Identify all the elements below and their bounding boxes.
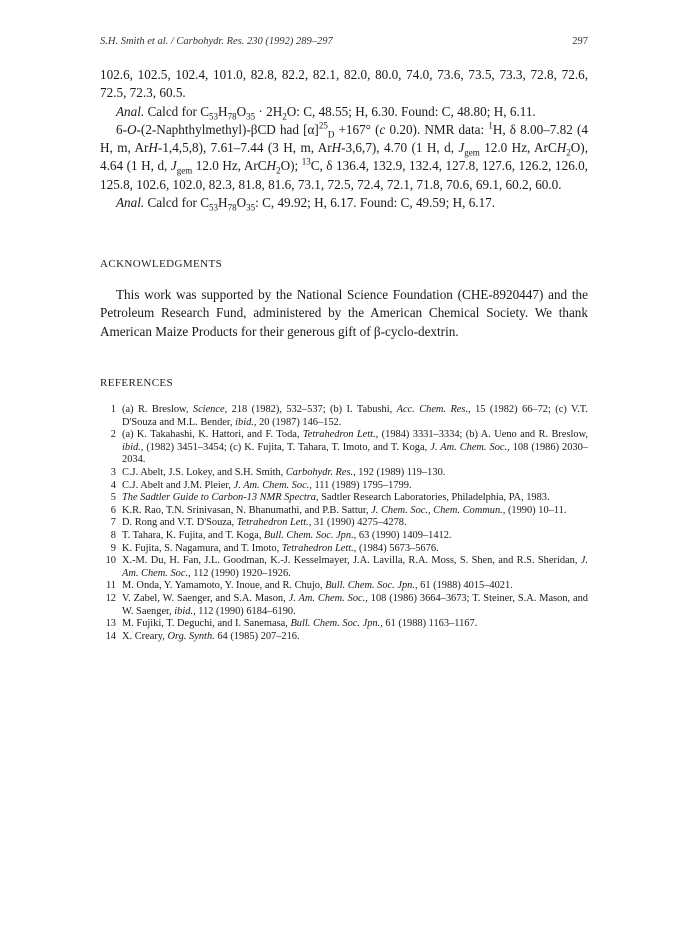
reference-item: 6 K.R. Rao, T.N. Srinivasan, N. Bhanumathi, and P.B. Sattur, J. Chem. Soc., Chem. Commun., (1990) 10–11. bbox=[100, 505, 588, 518]
reference-number: 4 bbox=[110, 479, 116, 491]
reference-number: 12 bbox=[105, 592, 116, 604]
analysis-line-2: Anal. Calcd for $C_{53}H_{78}O_{35}$: C, 49.92; H, 6.17. Found: C, 49.59; H, 6.17. bbox=[116, 195, 496, 213]
reference-number: 5 bbox=[110, 492, 116, 504]
page-number: 297 bbox=[572, 36, 588, 47]
reference-number: 2 bbox=[110, 429, 116, 441]
reference-item: 8 T. Tahara, K. Fujita, and T. Koga, Bull. Chem. Soc. Jpn., 63 (1990) 1409–1412. bbox=[100, 530, 588, 543]
reference-number: 10 bbox=[105, 555, 116, 567]
reference-number: 9 bbox=[110, 542, 116, 554]
reference-item: 11 M. Onda, Y. Yamamoto, Y. Inoue, and R. Chujo, Bull. Chem. Soc. Jpn., 61 (1988) 4015–4021. bbox=[100, 580, 588, 593]
compound-description: 6-O-(2-Naphthylmethyl)-βCD had $[\alpha]^{25}_D +167^\circ$ (c 0.20). NMR data: $^1$H, δ 8.00–7.82 (4 H, m, ArH-1,4,5,8), 7.61–7.44 (3 H, m, ArH-3,6,7), 4.70 (1 H, d, $J_{gem}$ 12.0 Hz, ArCH$_2$O), 4.64 (1 H, d, $J_{gem}$ 12.0 Hz, ArCH$_2$O); $^{13}$C, δ 136.4, 132.9, 132.4, 127.8, 127.6, 126.2, 126.0, 125.8, 102.6, 102.0, 82.3, 81.8, 81.6, 73.1, 72.5, 72.4, 72.1, 71.8, 70.6, 69.1, 60.2, 60.0. bbox=[100, 120, 588, 192]
reference-item: 5 The Sadtler Guide to Carbon-13 NMR Spectra, Sadtler Research Laboratories, Philadelphia, PA, 1983. bbox=[100, 492, 588, 505]
nmr-shift-continuation: 102.6, 102.5, 102.4, 101.0, 82.8, 82.2, 82.1, 82.0, 80.0, 74.0, 73.6, 73.5, 73.3, 72.8, 72.6, 72.5, 72.3, 60.5. bbox=[100, 67, 588, 101]
references-heading: REFERENCES bbox=[100, 377, 174, 389]
experimental-text bbox=[100, 66, 588, 212]
reference-item: 10 X.-M. Du, H. Fan, J.L. Goodman, K.-J. Kesselmayer, J.A. Lavilla, R.A. Moss, S. Shen, and R.S. Sheridan, J. Am. Chem. Soc., 112 (1990) 1920–1926. bbox=[100, 555, 588, 580]
reference-number: 14 bbox=[105, 630, 116, 642]
reference-number: 11 bbox=[105, 580, 116, 592]
analysis-line-1: Anal. Calcd for $C_{53}H_{78}O_{35} \cdot 2H_2O$: C, 48.55; H, 6.30. Found: C, 48.80; H, 6.11. bbox=[116, 103, 536, 122]
reference-item: 2 (a) K. Takahashi, K. Hattori, and F. Toda, Tetrahedron Lett., (1984) 3331–3334; (b) A. Ueno and R. Breslow, ibid., (1982) 3451–3454; (c) K. Fujita, T. Tahara, T. Imoto, and T. Koga, J. Am. Chem. Soc., 108 (1986) 2030–2034. bbox=[100, 429, 588, 467]
reference-item: 9 K. Fujita, S. Nagamura, and T. Imoto, Tetrahedron Lett., (1984) 5673–5676. bbox=[100, 543, 588, 556]
acknowledgments-section bbox=[100, 286, 588, 341]
reference-number: 1 bbox=[110, 404, 116, 415]
acknowledgments-text: This work was supported by the National Science Foundation (CHE-8920447) and the Petroleum Research Fund, administered by the American Chemical Society. We thank American Maize Products for their generous gift of β-cyclo-dextrin. bbox=[100, 287, 588, 339]
acknowledgments-heading: ACKNOWLEDGMENTS bbox=[100, 258, 223, 270]
reference-item: 7 D. Rong and V.T. D'Souza, Tetrahedron Lett., 31 (1990) 4275–4278. bbox=[100, 517, 588, 530]
reference-number: 8 bbox=[110, 529, 116, 541]
reference-item: 1 (a) R. Breslow, Science, 218 (1982), 532–537; (b) I. Tabushi, Acc. Chem. Res., 15 (1982) 66–72; (c) V.T. D'Souza and M.L. Bender, ibid., 20 (1987) 146–152. bbox=[100, 404, 588, 429]
reference-number: 6 bbox=[110, 504, 116, 516]
reference-number: 7 bbox=[110, 517, 116, 529]
reference-number: 3 bbox=[110, 466, 116, 478]
reference-list bbox=[100, 404, 588, 643]
reference-number: 13 bbox=[105, 618, 116, 630]
reference-item: 3 C.J. Abelt, J.S. Lokey, and S.H. Smith, Carbohydr. Res., 192 (1989) 119–130. bbox=[100, 467, 588, 480]
reference-item: 13 M. Fujiki, T. Deguchi, and I. Sanemasa, Bull. Chem. Soc. Jpn., 61 (1988) 1163–1167. bbox=[100, 618, 588, 631]
running-title: S.H. Smith et al. / Carbohydr. Res. 230 (1992) 289–297 bbox=[100, 36, 333, 47]
reference-item: 14 X. Creary, Org. Synth. 64 (1985) 207–216. bbox=[100, 631, 588, 644]
reference-item: 12 V. Zabel, W. Saenger, and S.A. Mason, J. Am. Chem. Soc., 108 (1986) 3664–3673; T. Steiner, S.A. Mason, and W. Saenger, ibid., 112 (1990) 6184–6190. bbox=[100, 593, 588, 618]
running-header bbox=[100, 36, 588, 47]
reference-item: 4 C.J. Abelt and J.M. Pleier, J. Am. Chem. Soc., 111 (1989) 1795–1799. bbox=[100, 480, 588, 493]
